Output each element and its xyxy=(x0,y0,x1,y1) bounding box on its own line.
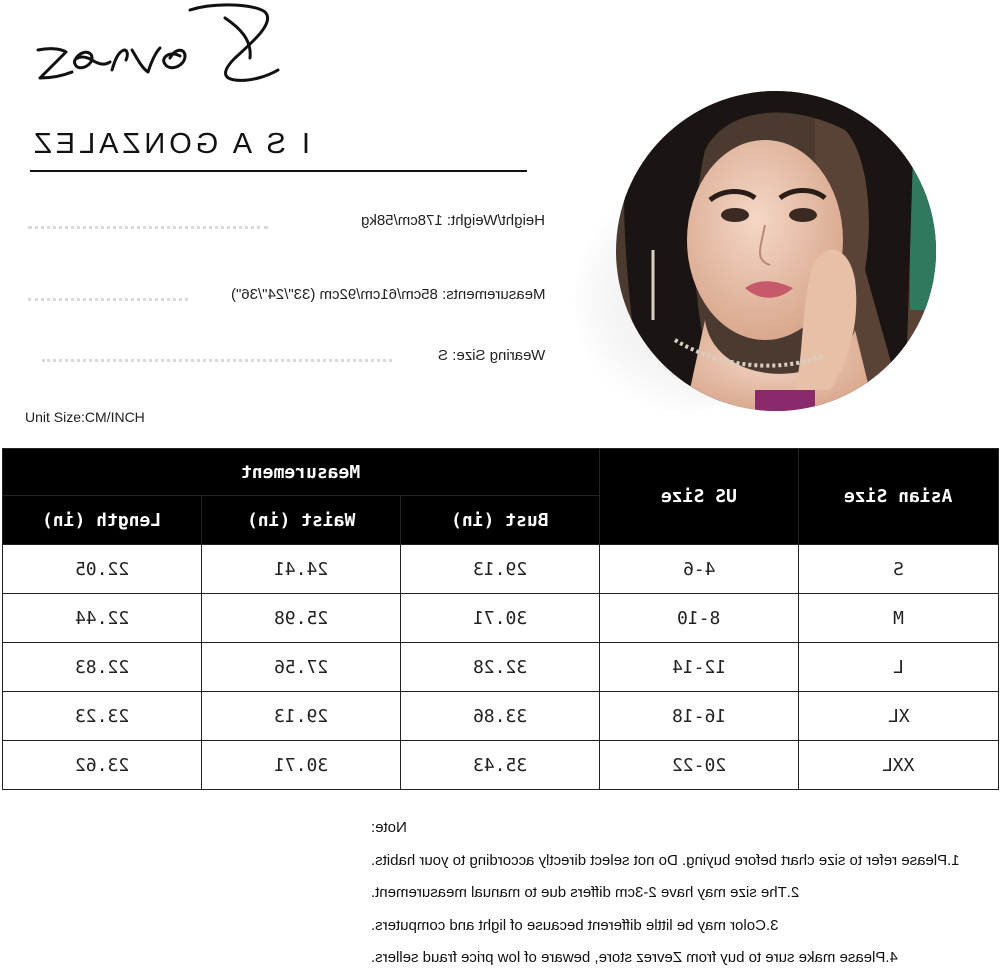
note-item: 2.The size may have 2-3cm differs due to manual measurement. xyxy=(371,884,800,901)
dotted-leader xyxy=(42,359,392,362)
header-bust: Bust (in) xyxy=(401,496,600,545)
table-row xyxy=(3,741,999,790)
cell-waist: 27.56 xyxy=(202,643,401,692)
cell-asian-size: S xyxy=(799,545,999,594)
note-item: 1.Please refer to size chart before buying. Do not select directly according to your habits. xyxy=(371,851,960,869)
cell-waist: 30.71 xyxy=(202,741,401,790)
cell-asian-size: XL xyxy=(799,692,999,741)
cell-asian-size: XXL xyxy=(799,741,999,790)
cell-bust: 29.13 xyxy=(401,545,600,594)
model-photo xyxy=(615,90,937,412)
cell-bust: 33.86 xyxy=(401,692,600,741)
cell-us-size: 4-6 xyxy=(600,545,799,594)
cell-length: 22.44 xyxy=(3,594,202,643)
cell-length: 23.23 xyxy=(3,692,202,741)
cell-us-size: 20-22 xyxy=(600,741,799,790)
header-length: Length (in) xyxy=(3,496,202,545)
cell-length: 22.83 xyxy=(3,643,202,692)
cell-waist: 29.13 xyxy=(202,692,401,741)
brand-logo xyxy=(20,0,290,95)
model-name: I S A GONZALEZ xyxy=(30,128,311,160)
model-name-divider xyxy=(30,170,527,172)
cell-waist: 24.41 xyxy=(202,545,401,594)
unit-label: Unit Size:CM/INCH xyxy=(25,409,145,425)
dotted-leader xyxy=(28,298,188,301)
cell-us-size: 12-14 xyxy=(600,643,799,692)
cell-bust: 35.43 xyxy=(401,741,600,790)
dotted-leader xyxy=(28,226,268,229)
cell-us-size: 8-10 xyxy=(600,594,799,643)
table-row xyxy=(3,692,999,741)
header-us-size: US Size xyxy=(600,449,799,545)
notes-title: Note: xyxy=(371,819,408,836)
note-item: 3.Color may be little different because of light and computers. xyxy=(371,916,779,934)
cell-bust: 30.71 xyxy=(401,594,600,643)
cell-us-size: 16-18 xyxy=(600,692,799,741)
table-row xyxy=(3,594,999,643)
height-weight: Height/Weight: 178cm/58kg xyxy=(361,212,545,229)
note-item: 4.Please make sure to buy from Zevrez store, beware of low price fraud sellers. xyxy=(371,949,899,966)
header-waist: Waist (in) xyxy=(202,496,401,545)
cell-length: 22.05 xyxy=(3,545,202,594)
wearing-size: Wearing Size: S xyxy=(437,347,545,364)
cell-length: 23.62 xyxy=(3,741,202,790)
header-measurement: Measurement xyxy=(3,449,600,496)
header-asian-size: Asian Size xyxy=(799,449,999,545)
measurements: Measurements: 85cm/61cm/92cm (33"/24"/36") xyxy=(230,286,545,303)
cell-asian-size: L xyxy=(799,643,999,692)
table-row xyxy=(3,545,999,594)
size-chart-table xyxy=(2,448,999,790)
cell-waist: 25.98 xyxy=(202,594,401,643)
cell-asian-size: M xyxy=(799,594,999,643)
cell-bust: 32.28 xyxy=(401,643,600,692)
table-row xyxy=(3,643,999,692)
notes-section xyxy=(371,812,960,975)
